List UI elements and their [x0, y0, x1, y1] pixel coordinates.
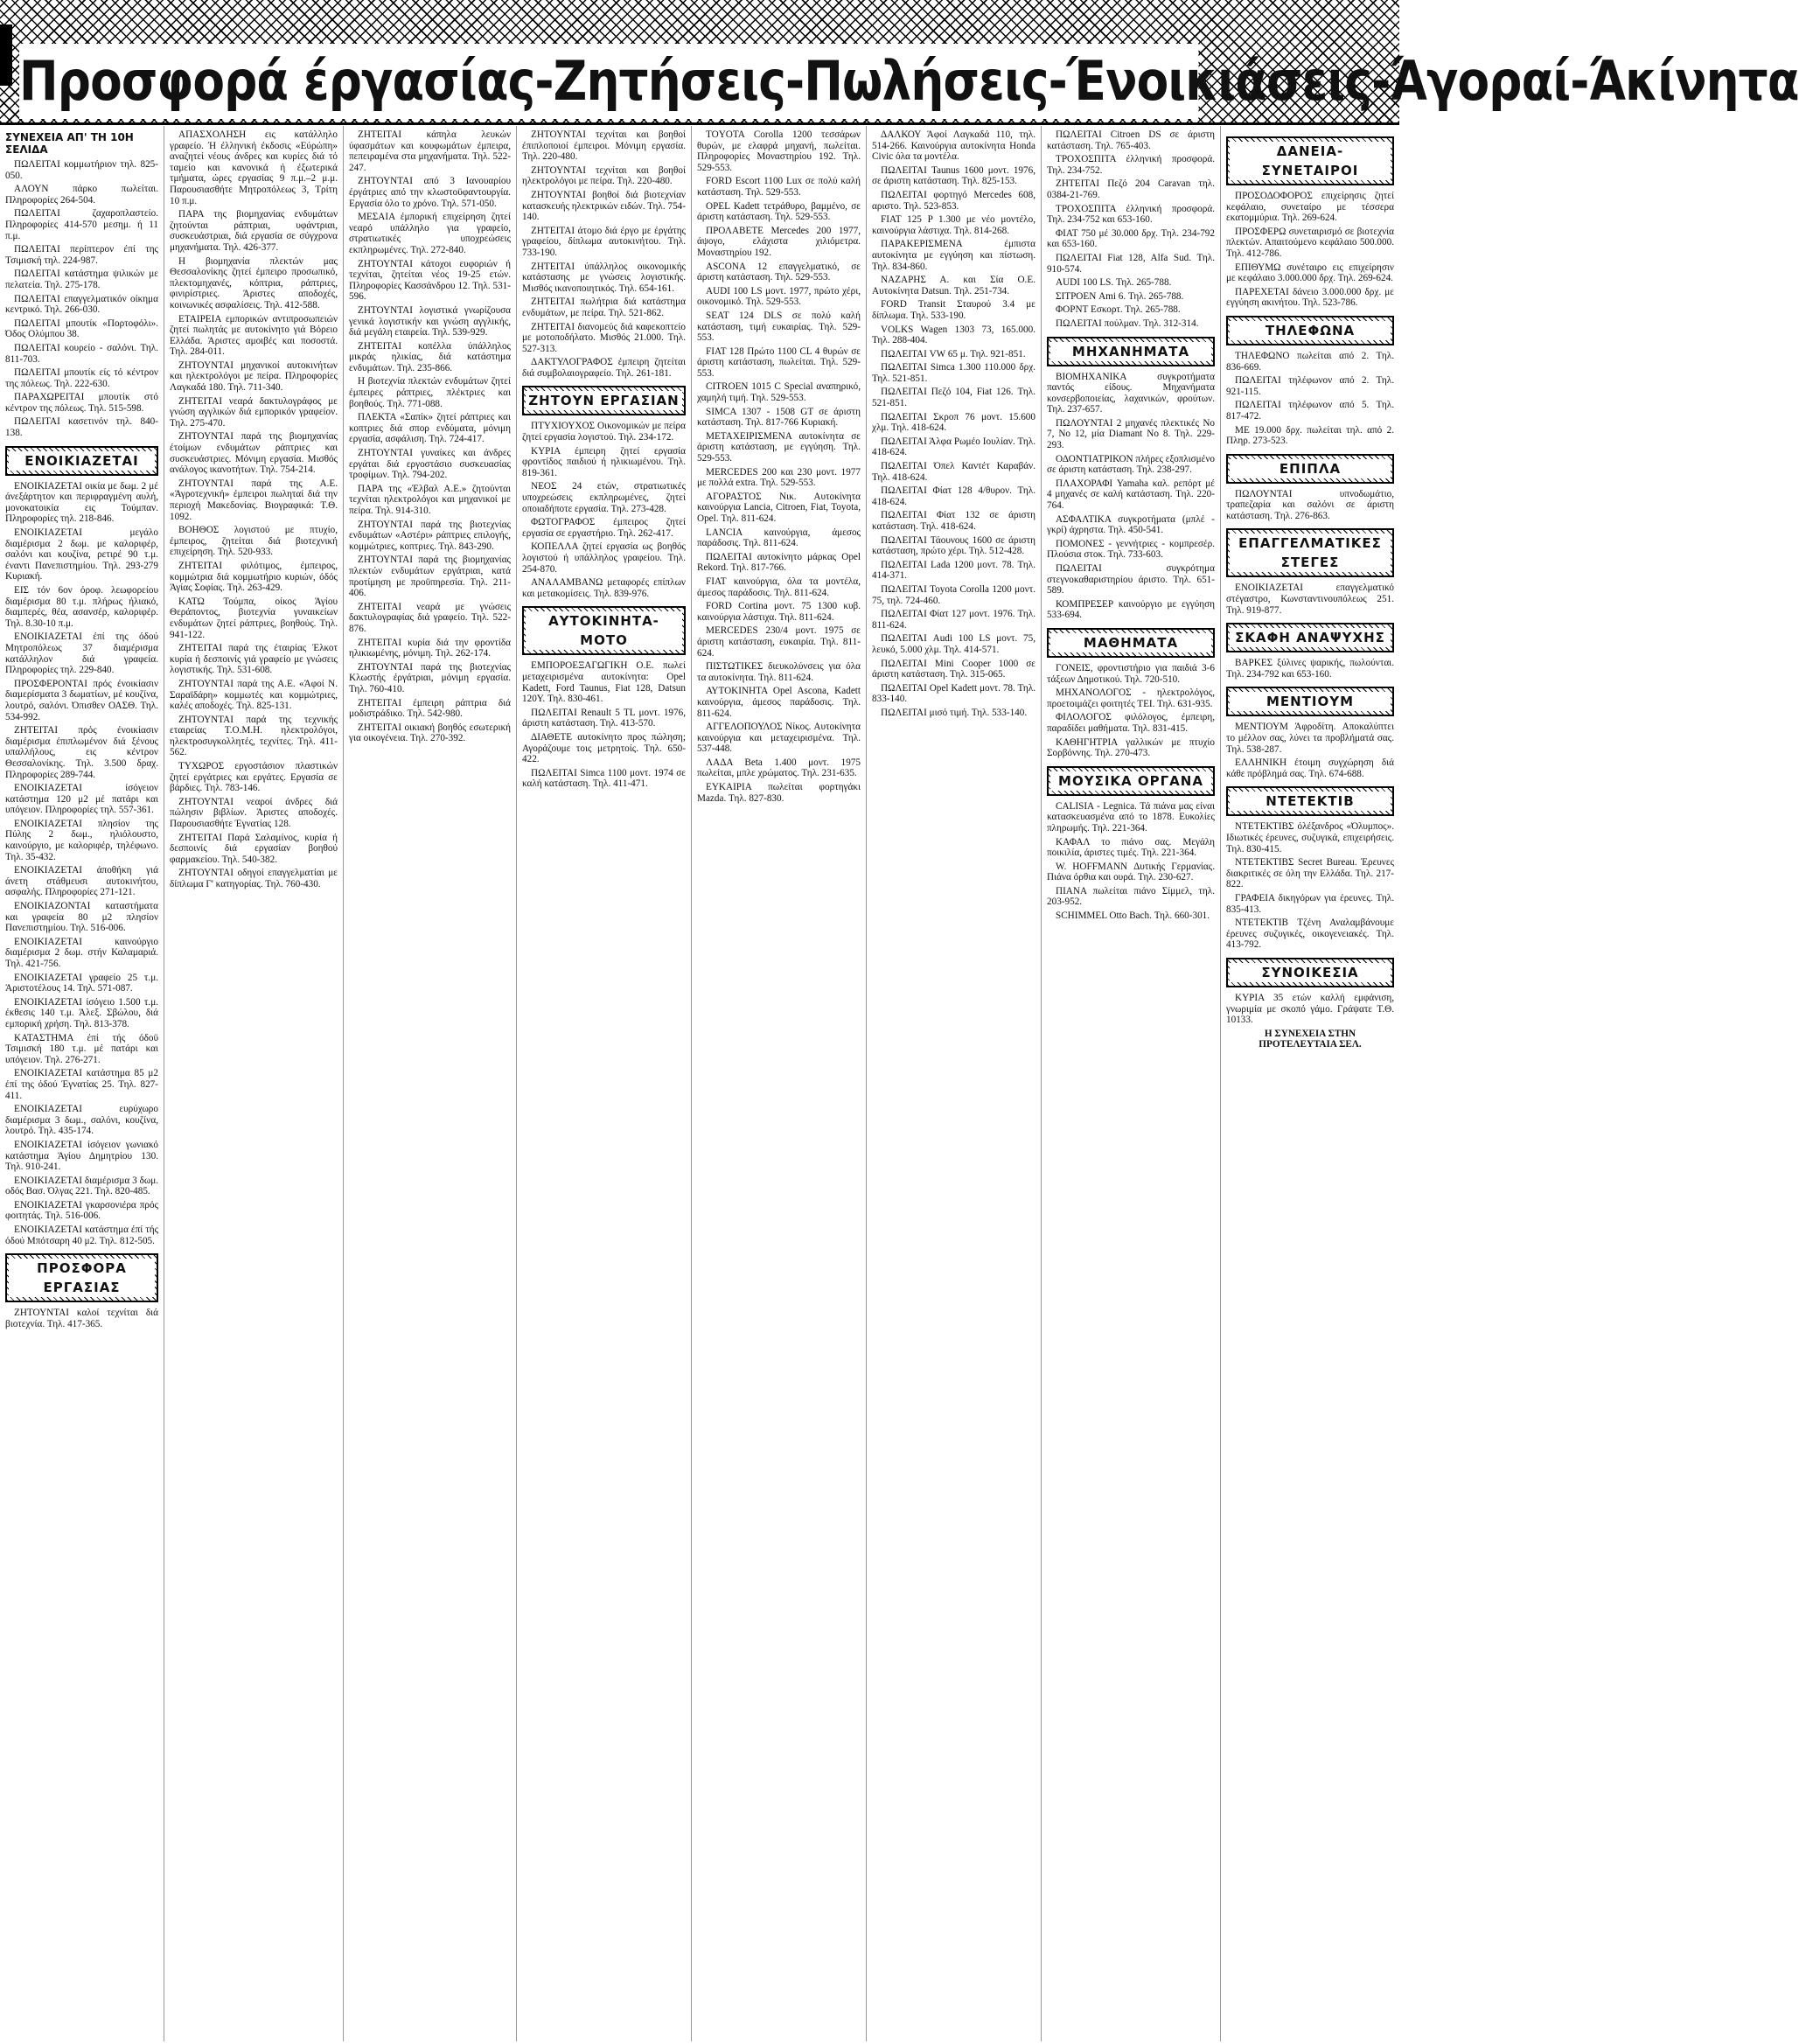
classified-ad: ΕΝΟΙΚΙΑΖΕΤΑΙ καινούργιο διαμέρισμα 2 δωμ. στήν Καλαμαριά. Τηλ. 421-756. — [5, 936, 158, 969]
classified-ad: LANCIA καινούργια, άμεσος παράδοσις. Τηλ. 811-624. — [697, 527, 861, 549]
classified-ad: SEAT 124 DLS σε πολύ καλή κατάσταση, τιμή ευκαιρίας. Τηλ. 529-553. — [697, 310, 861, 344]
classified-ad: ΖΗΤΕΙΤΑΙ πρός ένοικίασιν διαμέρισμα έπιπλωμένον διά ξένους υπαλλήλους, εις κέντρον Θεσσαλονίκης. Τηλ. 3.500 δραχ. Πληροφορίες 289-744. — [5, 725, 158, 780]
classified-ad: ΕΠΙΘΥΜΩ συνέταιρο εις επιχείρησιν με κεφάλαιο 3.000.000 δρχ. Τηλ. 269-624. — [1226, 262, 1394, 284]
column-2 — [164, 126, 344, 2041]
classified-ad: ΠΛΑΧΟΡΑΦΙ Yamaha καλ. ρεπόρτ μέ 4 μηχανές σε καλή κατάσταση. Τηλ. 220-764. — [1047, 478, 1215, 512]
classified-ad: ΠΩΛΕΙΤΑΙ πούλμαν. Τηλ. 312-314. — [1056, 317, 1199, 329]
classified-ad: ΑΓΟΡΑΣΤΟΣ Νικ. Αυτοκίνητα καινούργια Lancia, Citroen, Fiat, Toyota, Opel. Τηλ. 811-624. — [697, 491, 861, 524]
classified-ad: ΤΥΧΩΡΟΣ εργοστάσιον πλαστικών ζητεί εργάτριες και εργάτες. Εργασία σε βάρδιες. Τηλ. 783-146. — [170, 761, 338, 794]
classified-ad: FIAT 125 P 1.300 με νέο μοντέλο, καινούργια λάστιχα. Τηλ. 814-268. — [872, 214, 1035, 236]
classified-ad: TOYOTA Corolla 1200 τεσσάρων θυρών, με ελαφρά μηχανή, πωλείται. Πληροφορίες Μοναστηρίου 192. Τηλ. 529-553. — [697, 129, 861, 173]
section-heading-label: ΔΑΝΕΙΑ-ΣΥΝΕΤΑΙΡΟΙ — [1230, 142, 1391, 180]
classified-ad: ΕΝΟΙΚΙΑΖΕΤΑΙ επαγγελματικό στέγαστρο, Κωνσταντινουπόλεως 251. Τηλ. 919-877. — [1226, 583, 1394, 616]
section-heading-label: ΕΠΑΓΓΕΛΜΑΤΙΚΕΣ ΣΤΕΓΕΣ — [1230, 534, 1391, 572]
classified-ad: ΕΝΟΙΚΙΑΖΕΤΑΙ πλησίον της Πύλης 2 δωμ., ηλιόλουστο, καινούργιο, με καλοριφέρ, τηλέφωνο. Τηλ. 35-432. — [5, 818, 158, 862]
section-heading — [1226, 528, 1394, 577]
classified-ad: ΚΥΡΙΑ έμπειρη ζητεί εργασία φροντίδος παιδιού ή ηλικιωμένου. Τηλ. 819-361. — [522, 445, 686, 478]
classified-ad: ΓΟΝΕΙΣ, φροντιστήριο για παιδιά 3-6 τάξεων Δημοτικού. Τηλ. 720-510. — [1047, 662, 1215, 685]
classified-ad: ΖΗΤΕΙΤΑΙ οικιακή βοηθός εσωτερική για οικογένεια. Τηλ. 270-392. — [349, 722, 511, 744]
classified-ad: ΕΝΟΙΚΙΑΖΕΤΑΙ κατάστημα έπί τής όδού Μπότσαρη 40 μ2. Τηλ. 812-505. — [5, 1224, 158, 1246]
classified-ad: ΠΩΛΕΙΤΑΙ Φίατ 128 4/θυρον. Τηλ. 418-624. — [872, 485, 1035, 507]
classified-ad: ΠΡΟΣΦΕΡΟΝΤΑΙ πρός ένοικίασιν διαμερίσματα 3 δωματίων, μέ κουζίνα, λουτρό, σαλόνι. Όπισθεν ΟΑΣΘ. Τηλ. 534-992. — [5, 678, 158, 722]
classified-ad: ΖΗΤΕΙΤΑΙ κοπέλλα ύπάλληλος μικράς ηλικίας, διά κατάστημα ενδυμάτων. Τηλ. 235-866. — [349, 340, 511, 373]
classified-ad: ΠΛΕΚΤΑ «Σαπίκ» ζητεί ράπτριες και κοπτριες διά σπορ ενδύματα, μόνιμη εργασία, ασφάλιση. Τηλ. 724-417. — [349, 412, 511, 445]
column-3 — [344, 126, 517, 2041]
classified-ad: ΓΡΑΦΕΙΑ δικηγόρων για έρευνες. Τηλ. 835-413. — [1226, 892, 1394, 915]
classified-ad: ΕΝΟΙΚΙΑΖΕΤΑΙ ευρύχωρο διαμέρισμα 3 δωμ., σαλόνι, κουζίνα, λουτρό. Τηλ. 435-174. — [5, 1104, 158, 1137]
classified-ad: SIMCA 1307 - 1508 GT σε άριστη κατάσταση. Τηλ. 817-766 Κυριακή. — [697, 406, 861, 429]
classified-ad: ΖΗΤΟΥΝΤΑΙ παρά της βιοτεχνίας Κλωστής έργάτριαι, μόνιμη εργασία. Τηλ. 760-410. — [349, 661, 511, 694]
classified-ad: ΠΩΛΕΙΤΑΙ τηλέφωνον από 2. Τηλ. 921-115. — [1226, 375, 1394, 397]
classified-ad: ΕΤΑΙΡΕΙΑ εμπορικών αντιπροσωπειών ζητεί πωλητάς με αυτοκίνητο γιά Βόρειο Ελλάδα. Άριστες αμοιβές και ποσοστά. Τηλ. 284-011. — [170, 313, 338, 358]
classified-ad: ΠΩΛΟΥΝΤΑΙ 2 μηχανές πλεκτικές Νο 7, Νο 12, μία Diamant Νο 8. Τηλ. 229-293. — [1047, 417, 1215, 451]
classified-ad: ΠΙΑΝΑ πωλείται πιάνο Σίμμελ, τηλ. 203-952. — [1047, 885, 1215, 908]
section-heading-label: ΖΗΤΟΥΝ ΕΡΓΑΣΙΑΝ — [526, 391, 682, 410]
classified-ad: ΚΑΤΩ Τούμπα, οίκος Άγίου Θεράποντος, βιοτεχνία γυναικείων ενδυμάτων ζητεί ράπτριες, βοηθούς. Τηλ. 941-122. — [170, 596, 338, 640]
classified-ad: ΖΗΤΕΙΤΑΙ έμπειρη ράπτρια διά μοδιστράδικο. Τηλ. 542-980. — [349, 697, 511, 720]
column-8 — [1221, 126, 1399, 2041]
classified-ad: ΕΝΟΙΚΙΑΖΕΤΑΙ γκαρσονιέρα πρός φοιτητάς. Τηλ. 516-006. — [5, 1199, 158, 1222]
classified-ad: ΤΡΟΧΟΣΠΙΤΑ έλληνική προσφορά. Τηλ. 234-752 και 653-160. — [1047, 203, 1215, 226]
classified-ad: ΠΩΛΕΙΤΑΙ φορτηγό Mercedes 608, αριστο. Τηλ. 523-853. — [872, 189, 1035, 212]
section-heading — [1226, 454, 1394, 484]
classified-ad: ΖΗΤΕΙΤΑΙ άτομο διά έργο με έργάτης γραφείου, δίπλωμα αυτοκινήτου. Τηλ. 733-190. — [522, 225, 686, 258]
classified-ad: MERCEDES 200 και 230 μοντ. 1977 με πολλά extra. Τηλ. 529-553. — [697, 466, 861, 489]
classified-ad: ASCONA 12 επαγγελματικό, σε άριστη κατάσταση. Τηλ. 529-553. — [697, 261, 861, 283]
classified-ad: ΝΤΕΤΕΚΤΙΒΣ Secret Bureau. Έρευνες διακριτικές σε όλη την Ελλάδα. Τηλ. 217-822. — [1226, 857, 1394, 890]
classified-ad: ΠΩΛΕΙΤΑΙ Πεζό 104, Fiat 126. Τηλ. 521-851. — [872, 387, 1035, 409]
classified-ad: VOLKS Wagen 1303 73, 165.000. Τηλ. 288-404. — [872, 324, 1035, 346]
continuation-notice: Η ΣΥΝΕΧΕΙΑ ΣΤΗΝ ΠΡΟΤΕΛΕΥΤΑΙΑ ΣΕΛ. — [1259, 1028, 1362, 1050]
classified-ad: ΖΗΤΕΙΤΑΙ πωλήτρια διά κατάστημα ενδυμάτων, με πείρα. Τηλ. 521-862. — [522, 296, 686, 318]
header-banner — [0, 0, 1799, 125]
classified-ad: FIAT καινούργια, όλα τα μοντέλα, άμεσος παράδοσις. Τηλ. 811-624. — [697, 576, 861, 598]
section-heading-label: ΜΟΥΣΙΚΑ ΟΡΓΑΝΑ — [1050, 771, 1211, 791]
classified-ad: ΖΗΤΕΙΤΑΙ κυρία διά την φροντίδα ηλικιωμένης, μόνιμη. Τηλ. 262-174. — [349, 637, 511, 659]
classified-ad: ΕΝΟΙΚΙΑΖΕΤΑΙ κατάστημα 85 μ2 έπί της όδού Έγνατίας 25. Τηλ. 827-411. — [5, 1068, 158, 1101]
classified-ad: ΑΥΤΟΚΙΝΗΤΑ Opel Ascona, Kadett καινούργια, άμεσος παράδοσις. Τηλ. 811-624. — [697, 686, 861, 719]
classified-ad: OPEL Kadett τετράθυρο, βαμμένο, σε άριστη κατάσταση. Τηλ. 529-553. — [697, 200, 861, 223]
section-heading-label: ΕΠΙΠΛΑ — [1230, 459, 1391, 478]
classified-ad: ΕΝΟΙΚΙΑΖΕΤΑΙ ίσόγειον κατάστημα 120 μ2 μέ πατάρι και υπόγειον. Πληροφορίες τηλ. 557-361. — [5, 783, 158, 816]
classified-ad: ΜΕΣΑΙΑ έμπορική επιχείρηση ζητεί νεαρό υπάλληλο για γραφείο, στρατιωτικές υποχρεώσεις εκπληρωμένες. Τηλ. 272-840. — [349, 212, 511, 255]
classified-ad: ΖΗΤΕΙΤΑΙ παρά της έταιρίας Έλκοτ κυρία ή δεσποινίς γιά γραφείο με γνώσεις λογιστικής. Τηλ. 531-608. — [170, 643, 338, 676]
classified-ad: ΜΕ 19.000 δρχ. πωλείται τηλ. από 2. Πληρ. 273-523. — [1226, 424, 1394, 447]
classified-ad: ΖΗΤΕΙΤΑΙ νεαρά με γνώσεις δακτυλογραφίας διά γραφείο. Τηλ. 522-876. — [349, 601, 511, 634]
section-heading — [1047, 766, 1215, 796]
classified-ad: ΑΓΓΕΛΟΠΟΥΛΟΣ Νίκος. Αυτοκίνητα καινούργια και μεταχειρισμένα. Τηλ. 537-448. — [697, 722, 861, 755]
classified-ad: Η βιοτεχνία πλεκτών ενδυμάτων ζητεί έμπειρες ράπτριες, πλέκτριες και βοηθούς. Τηλ. 771-088. — [349, 376, 511, 409]
classified-ad: ΒΙΟΜΗΧΑΝΙΚΑ συγκροτήματα παντός είδους. Μηχανήματα κονσερβοποιείας, λαχανικών, φρούτων. Τηλ. 237-657. — [1047, 371, 1215, 415]
classified-ad: ΠΩΛΕΙΤΑΙ μισό τιμή. Τηλ. 533-140. — [881, 707, 1028, 718]
classified-ad: ΖΗΤΟΥΝΤΑΙ γυναίκες και άνδρες εργάται διά εργοστάσιο συσκευασίας τροφίμων. Τηλ. 794-202. — [349, 448, 511, 481]
classified-ad: ΠΩΛΕΙΤΑΙ Όπελ Καντέτ Καραβάν. Τηλ. 418-624. — [872, 461, 1035, 483]
classified-ad: ΠΩΛΕΙΤΑΙ Mini Cooper 1000 σε άριστη κατάσταση. Τηλ. 315-065. — [872, 658, 1035, 680]
classified-ad: ΠΑΡΕΧΕΤΑΙ δάνειο 3.000.000 δρχ. με εγγύηση ακινήτου. Τηλ. 523-786. — [1226, 286, 1394, 309]
classified-ad: ΠΩΛΕΙΤΑΙ Fiat 128, Alfa Sud. Τηλ. 910-574. — [1047, 252, 1215, 275]
classified-ad: ΖΗΤΟΥΝΤΑΙ παρά της βιομηχανίας πλεκτών ενδυμάτων εργάτριαι, κατά προτίμηση με προϋπηρεσία. Τηλ. 211-406. — [349, 555, 511, 599]
classified-ad: ΠΩΛΕΙΤΑΙ μπουτίκ «Πορτοφόλι». Όδος Ολύμπου 38. — [5, 317, 158, 340]
classified-ad: ΠΩΛΕΙΤΑΙ αυτοκίνητο μάρκας Opel Rekord. Τηλ. 817-766. — [697, 551, 861, 574]
classified-ad: ΝΤΕΤΕΚΤΙΒΣ όλέξανδρος «Όλυμπος». Ιδιωτικές έρευνες, συζυγικά, επιχειρήσεις. Τηλ. 830-415. — [1226, 821, 1394, 855]
classified-ad: ΔΑΛΚΟΥ Άφοί Λαγκαδά 110, τηλ. 514-266. Καινούργια αυτοκίνητα Honda Civic όλα τα μοντέλα. — [872, 129, 1035, 163]
classified-ad: ΠΩΛΕΙΤΑΙ ζαχαροπλαστείο. Πληροφορίες 414-570 μεσημ. ή 11 π.μ. — [5, 208, 158, 241]
classified-ad: ΦΙΑΤ 750 μέ 30.000 δρχ. Τηλ. 234-792 και 653-160. — [1047, 227, 1215, 250]
classified-ad: ΠΩΛΕΙΤΑΙ κασετινόν τηλ. 840-138. — [5, 416, 158, 439]
classified-ad: ΠΩΛΕΙΤΑΙ συγκρότημα στεγνοκαθαριστηρίου άριστο. Τηλ. 651-589. — [1047, 563, 1215, 596]
classified-ad: ΕΝΟΙΚΙΑΖΕΤΑΙ έπί της όδού Μητροπόλεως 37 διαμέρισμα κατάλληλον διά γραφεία. Πληροφορίες τηλ. 229-840. — [5, 631, 158, 676]
classified-ad: ΖΗΤΕΙΤΑΙ φιλότιμος, έμπειρος, κομμώτρια διά κομμωτήριο κυριών, όδός Άγίας Σοφίας. Τηλ. 263-429. — [170, 560, 338, 594]
classified-ad: ΚΑΘΗΓΗΤΡΙΑ γαλλικών με πτυχίο Σορβόννης. Τηλ. 270-473. — [1047, 736, 1215, 759]
section-heading-label: ΜΑΘΗΜΑΤΑ — [1050, 633, 1211, 652]
section-heading — [5, 1253, 158, 1302]
classified-ad: ΠΩΛΕΙΤΑΙ τηλέφωνον από 5. Τηλ. 817-472. — [1226, 400, 1394, 422]
classified-ad: ΑΝΑΛΑΜΒΑΝΩ μεταφορές επίπλων και μετακομίσεις. Τηλ. 839-976. — [522, 577, 686, 599]
classified-ad: ΦΟΡΝΤ Εσκορτ. Τηλ. 265-788. — [1056, 304, 1181, 316]
classified-ad: ΛΑΔΑ Beta 1.400 μοντ. 1975 πωλείται, μπλε χρώματος. Τηλ. 231-635. — [697, 757, 861, 779]
column-6 — [867, 126, 1042, 2041]
classified-ad: ΠΩΛΕΙΤΑΙ Citroen DS σε άριστη κατάσταση. Τηλ. 765-403. — [1047, 129, 1215, 151]
classified-ad: ΤΡΟΧΟΣΠΙΤΑ έλληνική προσφορά. Τηλ. 234-752. — [1047, 154, 1215, 176]
classified-ad: ΚΟΠΕΛΛΑ ζητεί εργασία ως βοηθός λογιστού ή υπάλληλος γραφείου. Τηλ. 254-870. — [522, 541, 686, 575]
classified-ad: ΖΗΤΕΙΤΑΙ Πεζό 204 Caravan τηλ. 0384-21-769. — [1047, 178, 1215, 200]
section-heading-label: ΜΕΝΤΙΟΥΜ — [1230, 692, 1391, 711]
classified-ad: ΖΗΤΟΥΝΤΑΙ λογιστικά γνωρίζουσα γενικά λογιστικήν και γνώση αγγλικής, διά μεγάλη εταιρεία. Τηλ. 539-929. — [349, 304, 511, 338]
classified-ad: ΠΩΛΕΙΤΑΙ VW 65 μ. Τηλ. 921-851. — [881, 348, 1026, 359]
section-heading-label: ΣΥΝΟΙΚΕΣΙΑ — [1230, 963, 1391, 982]
classified-ad: MERCEDES 230/4 μοντ. 1975 σε άριστη κατάσταση, ευκαιρία. Τηλ. 811-624. — [697, 625, 861, 659]
classified-ad: ΠΑΡΑ της «Έλβαλ Α.Ε.» ζητούνται τεχνίται ηλεκτρολόγοι και μηχανικοί με πείρα. Τηλ. 914-310. — [349, 483, 511, 516]
continuation-heading: ΣΥΝΕΧΕΙΑ ΑΠ' ΤΗ 10Η ΣΕΛΙΔΑ — [5, 131, 134, 156]
classified-ad: ΠΩΛΟΥΝΤΑΙ υπνοδωμάτιο, τραπεζαρία και σαλόνι σε άριστη κατάσταση. Τηλ. 276-863. — [1226, 488, 1394, 521]
classified-ad: ΠΩΛΕΙΤΑΙ περίπτερον έπί της Τσιμισκή τηλ. 224-987. — [5, 244, 158, 266]
classified-ad: ΒΑΡΚΕΣ ξύλινες ψαρικής, πωλούνται. Τηλ. 234-792 και 653-160. — [1226, 658, 1394, 680]
classified-ad: ΠΡΟΣΟΔΟΦΟΡΟΣ επιχείρησις ζητεί κεφάλαιο, συνεταίρο με τέσσερα εκατομμύρια. Τηλ. 269-624. — [1226, 191, 1394, 224]
classified-ad: AUDI 100 LS μοντ. 1977, πρώτο χέρι, οικονομικό. Τηλ. 529-553. — [697, 285, 861, 308]
classified-ad: ΕΙΣ τόν 6ον όροφ. λεωφορείου διαμέρισμα 80 τ.μ. πλήρως ήλιακό, διαμπερές, θέα, ασανσέρ, καλοριφέρ. Τηλ. 8.30-10 π.μ. — [5, 585, 158, 629]
classified-ad: ΠΩΛΕΙΤΑΙ Τάουνους 1600 σε άριστη κατάσταση, πρώτο χέρι. Τηλ. 512-428. — [872, 534, 1035, 557]
classified-ad: ΕΝΟΙΚΙΑΖΕΤΑΙ οικία με δωμ. 2 μέ άνεξάρτητον και περιφραγμένη αυλή, μονοκατοικία εις Τούμπαν. Πληροφορίες τηλ. 218-846. — [5, 480, 158, 525]
classified-ad: ΠΩΛΕΙΤΑΙ Audi 100 LS μοντ. 75, λευκό, 5.000 χλμ. Τηλ. 414-571. — [872, 633, 1035, 655]
classified-ad: ΠΟΜΟΝΕΣ - γεννήτριες - κομπρεσέρ. Πλούσια στοκ. Τηλ. 733-603. — [1047, 538, 1215, 561]
classified-ad: ΕΝΟΙΚΙΑΖΕΤΑΙ ίσόγειο 1.500 τ.μ. έκθεσις 140 τ.μ. Άλεξ. Σβώλου, διά εμπορική χρήση. Τηλ. 813-378. — [5, 996, 158, 1029]
section-heading — [1226, 958, 1394, 987]
classified-ad: ΣΙΤΡΟΕΝ Ami 6. Τηλ. 265-788. — [1056, 290, 1184, 302]
classified-ad: ΕΝΟΙΚΙΑΖΟΝΤΑΙ καταστήματα και γραφεία 80 μ2 πλησίον Πανεπιστημίου. Τηλ. 516-006. — [5, 901, 158, 934]
classified-ad: ΖΗΤΟΥΝΤΑΙ από 3 Ιανουαρίου έργάτριες από την κλωστοϋφαντουργία. Εργασία όλο το χρόνο. Τηλ. 571-050. — [349, 176, 511, 209]
section-heading-label: ΣΚΑΦΗ ΑΝΑΨΥΧΗΣ — [1230, 628, 1391, 647]
classified-ad: ΠΩΛΕΙΤΑΙ κουρείο - σαλόνι. Τηλ. 811-703. — [5, 342, 158, 365]
section-heading — [1226, 316, 1394, 345]
classified-ad: ΠΩΛΕΙΤΑΙ Opel Kadett μοντ. 78. Τηλ. 833-140. — [872, 682, 1035, 705]
classified-ad: ΠΩΛΕΙΤΑΙ Toyota Corolla 1200 μοντ. 75, τηλ. 724-460. — [872, 583, 1035, 606]
classified-ad: ΚΟΜΠΡΕΣΕΡ καινούργιο με εγγύηση 533-694. — [1047, 598, 1215, 621]
classified-ad: ΕΝΟΙΚΙΑΖΕΤΑΙ γραφείο 25 τ.μ. Άριστοτέλους 14. Τηλ. 571-087. — [5, 972, 158, 994]
section-heading-label: ΑΥΤΟΚΙΝΗΤΑ-ΜΟΤΟ — [526, 611, 682, 650]
classified-ad: ΖΗΤΟΥΝΤΑΙ μηχανικοί αυτοκινήτων και ηλεκτρολόγοι με πείρα. Πληροφορίες Λαγκαδά 180. Τηλ. 711-340. — [170, 359, 338, 394]
classified-columns — [0, 126, 1399, 2041]
classified-ad: ΠΡΟΛΑΒΕΤΕ Mercedes 200 1977, άψογο, ελάχιστα χιλιόμετρα. Μοναστηρίου 192. — [697, 225, 861, 258]
classified-ad: ΕΝΟΙΚΙΑΖΕΤΑΙ ίσόγειον γωνιακό κατάστημα Άγίου Δημητρίου 130. Τηλ. 910-241. — [5, 1139, 158, 1173]
section-heading — [1226, 136, 1394, 185]
section-heading — [1047, 628, 1215, 658]
classified-ad: ΠΩΛΕΙΤΑΙ μπουτίκ είς τό κέντρον της πόλεως. Τηλ. 222-630. — [5, 367, 158, 389]
classified-ad: ΠΩΛΕΙΤΑΙ επαγγελματικόν οίκημα κεντρικό. Τηλ. 266-030. — [5, 293, 158, 316]
classified-ad: ΔΙΑΘΕΤΕ αυτοκίνητο προς πώληση; Αγοράζουμε τοις μετρητοίς. Τηλ. 650-422. — [522, 731, 686, 765]
classified-ad: ΖΗΤΕΙΤΑΙ νεαρά δακτυλογράφος με γνώση αγγλικών διά εμπορικόν γραφείον. Τηλ. 275-470. — [170, 395, 338, 429]
classified-ad: ΕΛΛΗΝΙΚΗ έτοιμη συγχώρηση διά κάθε πρόβλημά σας. Τηλ. 674-688. — [1226, 757, 1394, 779]
classified-ad: ΟΔΟΝΤΙΑΤΡΙΚΟΝ πλήρες εξοπλισμένο σε άριστη κατάσταση. Τηλ. 238-297. — [1047, 453, 1215, 476]
classified-ad: CITROEN 1015 C Special αναπηρικό, χαμηλή τιμή. Τηλ. 529-553. — [697, 381, 861, 404]
classified-ad: CALISIA - Legnica. Τά πιάνα μας είναι κατασκευασμένα από το 1878. Ευκολίες πληρωμής. Τηλ. 221-364. — [1047, 800, 1215, 834]
section-heading — [1047, 337, 1215, 366]
classified-ad: ΝΤΕΤΕΚΤΙΒ Τζένη Αναλαμβάνουμε έρευνες συζυγικές, οικογενειακές. Τηλ. 413-792. — [1226, 917, 1394, 951]
classified-ad: ΦΩΤΟΓΡΑΦΟΣ έμπειρος ζητεί εργασία σε εργαστήριο. Τηλ. 262-417. — [522, 517, 686, 539]
column-7 — [1042, 126, 1221, 2041]
classified-ad: ΠΤΥΧΙΟΥΧΟΣ Οικονομικών με πείρα ζητεί εργασία λογιστού. Τηλ. 234-172. — [522, 421, 686, 443]
classified-ad: ΠΩΛΕΙΤΑΙ Άλφα Ρωμέο Ιουλίαν. Τηλ. 418-624. — [872, 436, 1035, 458]
classified-ad: FORD Cortina μοντ. 75 1300 κυβ. καινούργια λάστιχα. Τηλ. 811-624. — [697, 601, 861, 623]
section-heading-label: ΜΗΧΑΝΗΜΑΤΑ — [1050, 342, 1211, 361]
classified-ad: ΖΗΤΟΥΝΤΑΙ παρά της βιοτεχνίας ενδυμάτων «Αστέρι» ράπτριες επιλογής, κομμώτριες, κοπτριες. Τηλ. 843-290. — [349, 519, 511, 552]
classified-ad: ΕΝΟΙΚΙΑΖΕΤΑΙ διαμέρισμα 3 δωμ. οδός Βασ. Όλγας 221. Τηλ. 820-485. — [5, 1175, 158, 1197]
classified-ad: ΑΠΑΣΧΟΛΗΣΗ εις κατάλληλο γραφείο. Ή έλληνική έκδοσις «Εύρώπη» αναζητεί νέους άνδρες και κυρίες διά τό ταμείο και κανονικά ή έξωτερικά τμήματα, ώρες εργασίας 9 π.μ.–2 μ.μ. Παρουσιασθήτε Μητροπόλεως 3, Τρίτη 10 π.μ. — [170, 129, 338, 206]
classified-ad: ΠΩΛΕΙΤΑΙ Taunus 1600 μοντ. 1976, σε άριστη κατάσταση. Τηλ. 825-153. — [872, 164, 1035, 187]
classified-ad: ΖΗΤΟΥΝΤΑΙ τεχνίται και βοηθοί ηλεκτρολόγοι με πείρα. Τηλ. 220-480. — [522, 164, 686, 187]
classified-ad: ΚΥΡΙΑ 35 ετών καλλή εμφάνιση, γνωριμία με σκοπό γάμο. Γράψατε Τ.Θ. 10133. — [1226, 992, 1394, 1026]
column-5 — [692, 126, 867, 2041]
classified-ad: ΖΗΤΟΥΝΤΑΙ βοηθοί διά βιοτεχνίαν κατασκευής ηλεκτρικών ειδών. Τηλ. 754-140. — [522, 189, 686, 223]
section-heading — [522, 606, 686, 655]
classified-ad: ΖΗΤΟΥΝΤΑΙ καλοί τεχνίται διά βιοτεχνία. Τηλ. 417-365. — [5, 1308, 158, 1329]
classified-ad: ΚΑΤΑΣΤΗΜΑ έπί τής όδοϋ Τσιμισκή 180 τ.μ. μέ πατάρι και υπόγειον. Τηλ. 276-271. — [5, 1032, 158, 1065]
classified-ad: ΖΗΤΟΥΝΤΑΙ παρά της τεχνικής εταιρείας Τ.Ο.Μ.Η. ηλεκτρολόγοι, ηλεκτροσυγκολλητές, τεχνίτες. Τηλ. 411-562. — [170, 714, 338, 758]
classified-ad: AUDI 100 LS. Τηλ. 265-788. — [1056, 277, 1172, 289]
classified-ad: ΚΑΦΑΛ το πιάνο σας. Μεγάλη ποικιλία, άριστες τιμές. Τηλ. 221-364. — [1047, 836, 1215, 859]
classified-ad: ΖΗΤΟΥΝΤΑΙ κάτοχοι ευφοριών ή τεχνίται, ζητείται νέος 19-25 ετών. Πληροφορίες Κασσάνδρου 12. Τηλ. 531-596. — [349, 258, 511, 303]
page-title: Προσφορά έργασίας-Ζητήσεις-Πωλήσεις-Ένοικιάσεις-Άγοραί-Άκίνητα — [19, 44, 1198, 119]
section-heading — [522, 386, 686, 415]
classified-ad: ΜΕΤΑΧΕΙΡΙΣΜΕΝΑ αυτοκίνητα σε άριστη κατάσταση, με εγγύηση. Τηλ. 529-553. — [697, 430, 861, 464]
classified-ad: FORD Transit Σταυρού 3.4 με δίπλωμα. Τηλ. 533-190. — [872, 299, 1035, 321]
classified-ad: ΖΗΤΟΥΝΤΑΙ παρά της Α.Ε. «Άγροτεχνική» έμπειροι πωληταί διά την περιοχή Μακεδονίας. Βιογραφικά: Τ.Θ. 1092. — [170, 478, 338, 522]
column-4 — [517, 126, 692, 2041]
classified-ad: ΖΗΤΟΥΝΤΑΙ νεαροί άνδρες διά πώλησιν βιβλίων. Άριστες αποδοχές. Παρουσιασθήτε Έγνατίας 128. — [170, 796, 338, 830]
classified-ad: Η βιομηχανία πλεκτών μας Θεσσαλονίκης ζητεί έμπειρο προσωπικό, πλεκτομηχανές, κόπτρια, ράπτριες, φινιρίστριες. Άριστες αποδοχές, κοινωνικές ασφαλίσεις. Τηλ. 412-588. — [170, 255, 338, 310]
column-1 — [0, 126, 164, 2041]
section-heading-label: ΤΗΛΕΦΩΝΑ — [1230, 321, 1391, 340]
section-heading-label: ΠΡΟΣΦΟΡΑ ΕΡΓΑΣΙΑΣ — [9, 1259, 155, 1297]
classified-ad: ΜΕΝΤΙΟΥΜ Άφροδίτη. Αποκαλύπτει το μέλλον σας, λύνει τα προβλήματά σας. Τηλ. 538-287. — [1226, 722, 1394, 755]
classified-ad: ΠΩΛΕΙΤΑΙ Lada 1200 μοντ. 78. Τηλ. 414-371. — [872, 559, 1035, 582]
classified-ad: ΑΛΟΥΝ πάρκο πωλείται. Πληροφορίες 264-504. — [5, 184, 158, 206]
classified-ad: W. HOFFMANN Δυτικής Γερμανίας. Πιάνα όρθια και ουρά. Τηλ. 230-627. — [1047, 861, 1215, 883]
classified-ad: ΠΑΡΑΧΩΡΕΙΤΑΙ μπουτίκ στό κέντρον της πόλεως. Τηλ. 515-598. — [5, 392, 158, 414]
classified-ad: ΠΑΡΑ της βιομηχανίας ενδυμάτων ζητούνται ράπτριαι, υφάντριαι, συσκευάστριαι, διά εργασία σε σύγχρονα μηχανήματα. Τηλ. 426-377. — [170, 209, 338, 253]
classified-ad: ΤΗΛΕΦΩΝΟ πωλείται από 2. Τηλ. 836-669. — [1226, 350, 1394, 373]
classified-ad: ΕΜΠΟΡΟΕΞΑΓΩΓΙΚΗ Ο.Ε. πωλεί μεταχειρισμένα αυτοκίνητα: Opel Kadett, Ford Taunus, Fiat 128, Datsun 120Y. Τηλ. 830-461. — [522, 660, 686, 705]
classified-ad: ΠΩΛΕΙΤΑΙ κομμωτήριον τηλ. 825-050. — [5, 159, 158, 181]
classified-ad: ΠΩΛΕΙΤΑΙ Simca 1.300 110.000 δρχ. Τηλ. 521-851. — [872, 362, 1035, 384]
classified-ad: ΝΑΖΑΡΗΣ Α. και Σία Ο.Ε. Αυτοκίνητα Datsun. Τηλ. 251-734. — [872, 275, 1035, 296]
classified-ad: ΖΗΤΟΥΝΤΑΙ παρά της Α.Ε. «Άφοί Ν. Σαραϊδάρη» κομμωτές και κομμώτριες, καλές αποδοχές. Τηλ. 825-131. — [170, 678, 338, 712]
classified-ad: ΔΑΚΤΥΛΟΓΡΑΦΟΣ έμπειρη ζητείται διά συμβολαιογραφείο. Τηλ. 261-181. — [522, 357, 686, 379]
section-heading — [5, 446, 158, 476]
section-heading — [1226, 687, 1394, 716]
page-marker: 1 — [0, 24, 12, 86]
classified-ad: ΕΝΟΙΚΙΑΖΕΤΑΙ άποθήκη γιά άνετη στάθμευσι αυτοκινήτου, ασφαλής. Πληροφορίες 271-121. — [5, 865, 158, 898]
classified-ad: ΠΙΣΤΩΤΙΚΕΣ διευκολύνσεις για όλα τα αυτοκίνητα. Τηλ. 811-624. — [697, 661, 861, 683]
classified-ad: ΖΗΤΟΥΝΤΑΙ παρά της βιομηχανίας έτοίμων ενδυμάτων ράπτριες και συσκευάστριες. Μόνιμη εργασία. Μισθός ανάλογος ικανοτήτων. Τηλ. 754-214. — [170, 431, 338, 476]
classified-ad: ΖΗΤΕΙΤΑΙ διανομεύς διά καφεκοπτείο με μοτοποδήλατο. Μισθός 21.000. Τηλ. 527-313. — [522, 321, 686, 354]
classified-ad: SCHIMMEL Otto Bach. Τηλ. 660-301. — [1056, 910, 1210, 922]
classified-ad: ΠΩΛΕΙΤΑΙ Φίατ 132 σε άριστη κατάσταση. Τηλ. 418-624. — [872, 510, 1035, 532]
classified-ad: ΕΥΚΑΙΡΙΑ πωλείται φορτηγάκι Mazda. Τηλ. 827-830. — [697, 782, 861, 804]
section-heading-label: ΝΤΕΤΕΚΤΙΒ — [1230, 792, 1391, 811]
classified-ad: ΠΩΛΕΙΤΑΙ Φίατ 127 μοντ. 1976. Τηλ. 811-624. — [872, 609, 1035, 631]
classified-ad: ΖΗΤΕΙΤΑΙ Παρά Σαλαμίνος, κυρία ή δεσποινίς διά εργασίαν βοηθού φαρμακείου. Τηλ. 540-382. — [170, 832, 338, 865]
classified-ad: ΖΗΤΟΥΝΤΑΙ τεχνίται και βοηθοί έπιπλοποιοί έμπειροι. Μόνιμη εργασία. Τηλ. 220-480. — [522, 129, 686, 163]
classified-ad: FORD Escort 1100 Lux σε πολύ καλή κατάσταση. Τηλ. 529-553. — [697, 176, 861, 198]
classified-ad: ΒΟΗΘΟΣ λογιστού με πτυχίο, έμπειρος, ζητείται διά βιοτεχνική επιχείρηση. Τηλ. 520-933. — [170, 525, 338, 558]
classified-ad: ΦΙΛΟΛΟΓΟΣ φιλόλογος, έμπειρη, παραδίδει μαθήματα. Τηλ. 831-415. — [1047, 712, 1215, 734]
classified-ad: ΖΗΤΕΙΤΑΙ κάπηλα λευκών ύφασμάτων και κουφωμάτων έμπειρα, πεπειραμένα στα μηχανήματα. Τηλ. 522-247. — [349, 129, 511, 173]
classified-ad: ΠΡΟΣΦΕΡΩ συνεταιρισμό σε βιοτεχνία πλεκτών. Απαιτούμενο κεφάλαιο 500.000. Τηλ. 412-786. — [1226, 226, 1394, 259]
classified-ad: ΕΝΟΙΚΙΑΖΕΤΑΙ μεγάλο διαμέρισμα 2 δωμ. με καλοριφέρ, σαλόνι και κουζίνα, ρετιρέ 90 τ.μ. έναντι Πανεπιστημίου. Τηλ. 293-279 Κυριακή. — [5, 527, 158, 583]
section-heading — [1226, 623, 1394, 652]
section-heading — [1226, 786, 1394, 816]
classified-ad: ΠΩΛΕΙΤΑΙ Renault 5 TL μοντ. 1976, άριστη κατάσταση. Τηλ. 413-570. — [522, 707, 686, 729]
classified-ad: ΠΩΛΕΙΤΑΙ Simca 1100 μοντ. 1974 σε καλή κατάσταση. Τηλ. 411-471. — [522, 767, 686, 790]
classified-ad: ΜΗΧΑΝΟΛΟΓΟΣ - ηλεκτρολόγος, προετοιμάζει φοιτητές ΤΕΙ. Τηλ. 631-935. — [1047, 687, 1215, 709]
classified-ad: ΖΗΤΟΥΝΤΑΙ οδηγοί επαγγελματίαι με δίπλωμα Γ' κατηγορίας. Τηλ. 760-430. — [170, 868, 338, 889]
classified-ad: ΑΣΦΑΛΤΙΚΑ συγκροτήματα (μπλέ - γκρί) άχρηστα. Τηλ. 450-541. — [1047, 513, 1215, 536]
classified-ad: ΠΩΛΕΙΤΑΙ Σκροπ 76 μοντ. 15.600 χλμ. Τηλ. 418-624. — [872, 411, 1035, 434]
classified-ad: ΝΕΟΣ 24 ετών, στρατιωτικές υποχρεώσεις εκπληρωμένες, ζητεί οποιαδήποτε εργασία. Τηλ. 273-428. — [522, 481, 686, 514]
classified-ad: ΖΗΤΕΙΤΑΙ ύπάλληλος οικονομικής κατάστασης με γνώσεις λογιστικής. Μισθός ικανοποιητικός. Τηλ. 654-161. — [522, 261, 686, 294]
section-heading-label: ΕΝΟΙΚΙΑΖΕΤΑΙ — [9, 451, 155, 471]
classified-ad: ΠΩΛΕΙΤΑΙ κατάστημα ψιλικών με πελατεία. Τηλ. 275-178. — [5, 269, 158, 290]
classified-ad: FIAT 128 Πρώτο 1100 CL 4 θυρών σε άριστη κατάσταση, πωλείται. Τηλ. 529-553. — [697, 345, 861, 379]
classified-ad: ΠΑΡΑΚΕΡΙΣΜΕΝΑ έμπιστα αυτοκίνητα με εγγύηση και πίστωση. Τηλ. 834-860. — [872, 239, 1035, 272]
